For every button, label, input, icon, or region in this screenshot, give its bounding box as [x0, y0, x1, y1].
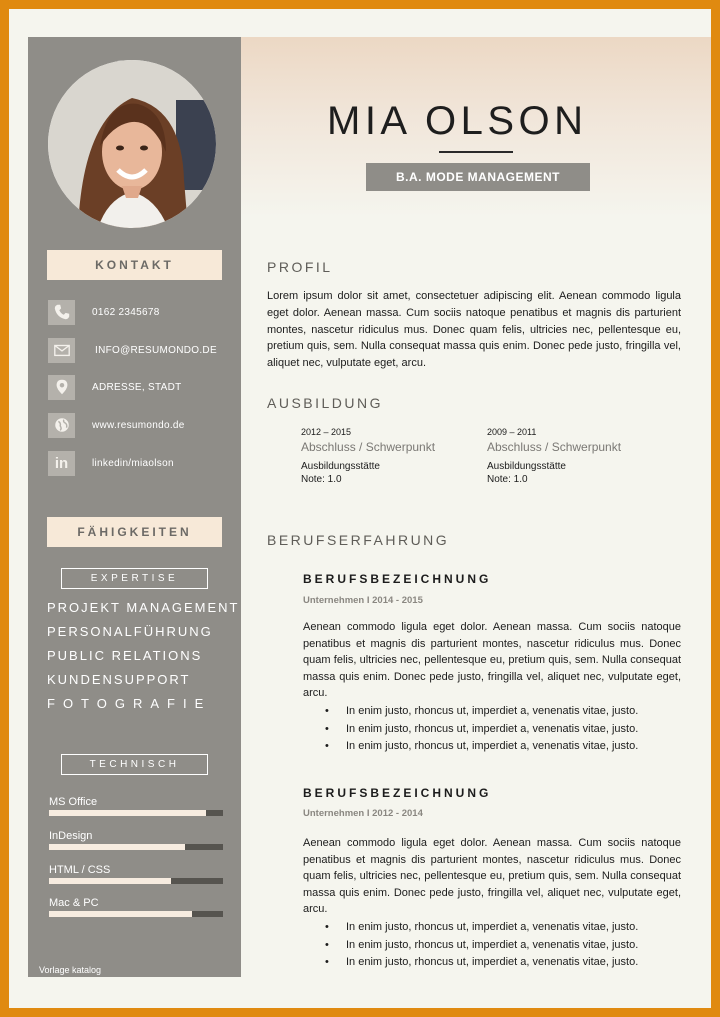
- skill-html-css: [49, 864, 223, 884]
- education-institution: Ausbildungsstätte: [301, 461, 380, 472]
- skill-bar-fill: [49, 911, 192, 917]
- mail-icon: [48, 338, 75, 363]
- contact-text[interactable]: INFO@RESUMONDO.DE: [95, 344, 217, 356]
- education-note: Note: 1.0: [301, 474, 342, 485]
- skill-ms-office: [49, 796, 223, 816]
- skill-label: InDesign: [49, 830, 93, 842]
- skill-indesign: [49, 830, 223, 850]
- skill-bar: [49, 844, 223, 850]
- skill-bar-fill: [49, 878, 171, 884]
- education-item: [301, 427, 481, 486]
- education-years: 2012 – 2015: [301, 427, 352, 437]
- location-pin-icon: [48, 375, 75, 400]
- skill-mac-pc: [49, 897, 223, 917]
- skill-bar-fill: [49, 844, 185, 850]
- profile-heading: PROFIL: [267, 259, 333, 275]
- list-item: • In enim justo, rhoncus ut, imperdiet a, venenatis vitae, justo.: [325, 919, 685, 937]
- expertise-item: PROJEKT MANAGEMENT: [47, 600, 240, 615]
- job-title: BERUFSBEZEICHNUNG: [303, 786, 492, 800]
- job-description: Aenean commodo ligula eget dolor. Aenean massa. Cum sociis natoque penatibus et magnis dis parturient montes, nascetur ridiculus mus. Donec quam felis, ultricies nec, pellentesque eu, pretium quis, sem. Nulla consequat massa quis enim. Donec pede justo, fringilla vel, aliquet nec, vulputate eget, arcu.: [303, 837, 681, 915]
- expertise-heading: EXPERTISE: [61, 568, 208, 589]
- contact-website: [48, 412, 185, 438]
- expertise-item: KUNDENSUPPORT: [47, 672, 191, 687]
- linkedin-icon: in: [48, 451, 75, 476]
- expertise-item: PUBLIC RELATIONS: [47, 648, 203, 663]
- skill-bar-fill: [49, 810, 206, 816]
- person-name: MIA OLSON: [327, 99, 588, 143]
- name-divider: [439, 151, 513, 153]
- job-description: Aenean commodo ligula eget dolor. Aenean massa. Cum sociis natoque penatibus et magnis dis parturient montes, nascetur ridiculus mus. Donec quam felis, ultricies nec, pellentesque eu, pretium quis, sem. Nulla consequat massa quis enim. Donec pede justo, fringilla vel, aliquet nec, vulputate eget, arcu.: [303, 621, 681, 699]
- education-item: [487, 427, 667, 486]
- education-institution: Ausbildungsstätte: [487, 461, 566, 472]
- contact-address: [48, 374, 182, 400]
- contact-heading: KONTAKT: [47, 250, 222, 280]
- job-bullets: [325, 919, 685, 972]
- expertise-item: PERSONALFÜHRUNG: [47, 624, 213, 639]
- skill-bar: [49, 911, 223, 917]
- watermark: Vorlage katalog: [39, 965, 102, 975]
- resume-page: [9, 9, 711, 1008]
- technical-heading: TECHNISCH: [61, 754, 208, 775]
- contact-email: [48, 337, 217, 363]
- phone-icon: [48, 300, 75, 325]
- job-bullets: [325, 703, 685, 756]
- globe-icon: [48, 413, 75, 438]
- list-item: • In enim justo, rhoncus ut, imperdiet a, venenatis vitae, justo.: [325, 721, 685, 739]
- job-company: Unternehmen I 2014 - 2015: [303, 595, 423, 606]
- contact-text[interactable]: www.resumondo.de: [92, 419, 185, 431]
- contact-text: ADRESSE, STADT: [92, 381, 182, 393]
- skill-bar: [49, 878, 223, 884]
- profile-photo: [48, 60, 216, 228]
- skills-heading: FÄHIGKEITEN: [47, 517, 222, 547]
- contact-text[interactable]: linkedin/miaolson: [92, 457, 174, 469]
- skill-label: Mac & PC: [49, 897, 99, 909]
- list-item: • In enim justo, rhoncus ut, imperdiet a, venenatis vitae, justo.: [325, 738, 685, 756]
- portrait-image: [48, 60, 216, 228]
- sidebar: [28, 37, 241, 977]
- list-item: • In enim justo, rhoncus ut, imperdiet a, venenatis vitae, justo.: [325, 954, 685, 972]
- experience-heading: BERUFSERFAHRUNG: [267, 532, 450, 548]
- contact-linkedin: [48, 450, 174, 476]
- expertise-item: FOTOGRAFIE: [47, 696, 212, 711]
- education-note: Note: 1.0: [487, 474, 528, 485]
- contact-phone: [48, 299, 160, 325]
- profile-text: Lorem ipsum dolor sit amet, consectetuer adipiscing elit. Aenean commodo ligula eget dolor. Aenean massa. Cum sociis natoque penatibus et magnis dis parturient montes, nascetur ridiculus mus. Donec quam felis, ultricies nec, pellentesque eu, pretium quis, sem. Nulla consequat massa quis enim. Donec pede justo, fringilla vel, aliquet nec, vulputate eget, arcu.: [267, 290, 681, 370]
- list-item: • In enim justo, rhoncus ut, imperdiet a, venenatis vitae, justo.: [325, 703, 685, 721]
- skill-label: MS Office: [49, 796, 98, 808]
- skill-label: HTML / CSS: [49, 864, 111, 876]
- education-years: 2009 – 2011: [487, 427, 537, 437]
- education-heading: AUSBILDUNG: [267, 395, 384, 411]
- list-item: • In enim justo, rhoncus ut, imperdiet a, venenatis vitae, justo.: [325, 937, 685, 955]
- degree-badge: B.A. MODE MANAGEMENT: [366, 163, 590, 191]
- contact-text: 0162 2345678: [92, 306, 160, 318]
- skill-bar: [49, 810, 223, 816]
- job-title: BERUFSBEZEICHNUNG: [303, 572, 492, 586]
- job-company: Unternehmen I 2012 - 2014: [303, 808, 423, 819]
- education-degree: Abschluss / Schwerpunkt: [301, 440, 436, 454]
- education-degree: Abschluss / Schwerpunkt: [487, 440, 622, 454]
- expertise-list: [47, 596, 240, 716]
